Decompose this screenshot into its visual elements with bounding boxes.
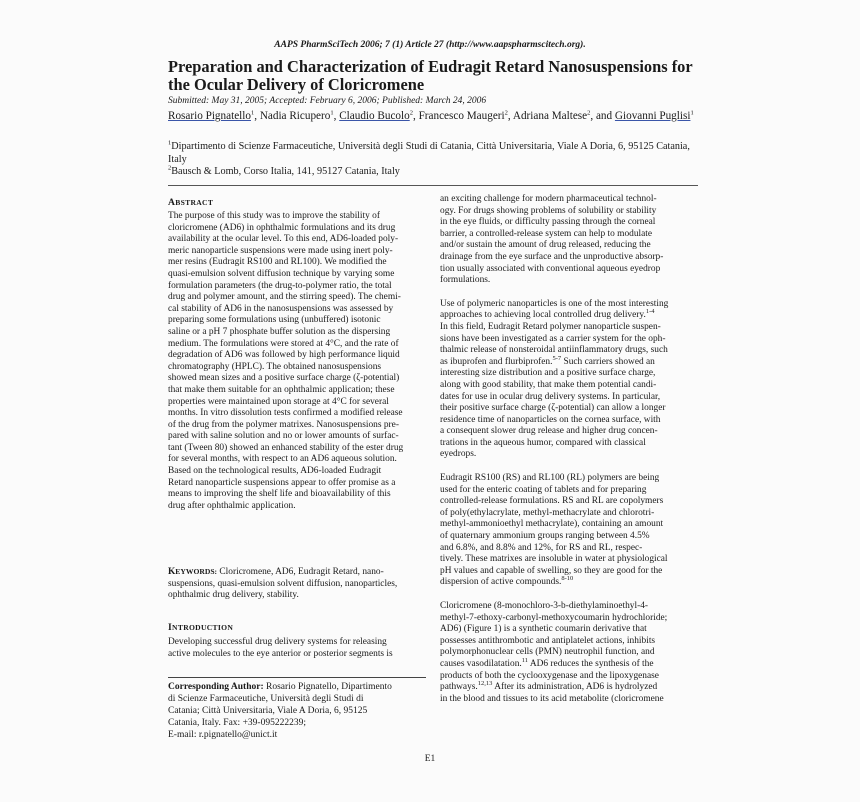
author-affiliation-mark: 2	[409, 109, 413, 117]
correspondence-line: Corresponding Author: Rosario Pignatello, Dipartimento	[168, 682, 392, 692]
abstract-line: tant (Tween 80) showed an enhanced stability of the ester drug	[168, 442, 404, 453]
author-name: Nadia Ricupero	[259, 110, 331, 122]
paragraph-line: of poly(ethylacrylate, methyl-methacrylate and chlorotri-	[440, 507, 655, 518]
abstract-line: medium. The formulations were stored at 4°C, and the rate of	[168, 338, 399, 349]
keywords-label: KEYWORDS:	[168, 567, 218, 577]
paragraph-line: as ibuprofen and flurbiprofen.$^{5-7}$ Such carriers showed an	[440, 354, 655, 367]
keywords-label-rest: EYWORDS:	[175, 567, 218, 576]
paragraph-line: causes vasodilatation.$^{11}$ AD6 reduces the synthesis of the	[440, 656, 654, 669]
abstract-line: cal stability of AD6 in the nanosuspensions was assessed by	[168, 303, 394, 314]
author-affiliation-mark: 1	[250, 109, 255, 117]
affiliation-mark: 1	[168, 139, 172, 147]
journal-header: AAPS PharmSciTech 2006; 7 (1) Article 27 (http://www.aapspharmscitech.org).	[274, 40, 586, 50]
intro-line: active molecules to the eye anterior or posterior segments is	[168, 648, 393, 659]
reference-superscript: 11	[521, 656, 529, 664]
reference-superscript: 1-4	[645, 308, 655, 316]
correspondence-line: Catania; Città Universitaria, Viale A Doria, 6, 95125	[168, 706, 368, 716]
abstract-line: Based on the technological results, AD6-loaded Eudragit	[168, 466, 382, 477]
abstract-line: mer resins (Eudragit RS100 and RL100). We modified the	[168, 257, 387, 268]
paragraph-line: their positive surface charge (ζ-potential) can allow a longer	[440, 403, 666, 414]
paragraph	[440, 601, 697, 705]
author-affiliation-mark: 1	[330, 109, 334, 117]
abstract-line: months. In vitro dissolution tests confirmed a modified release	[168, 408, 403, 419]
paragraph-line: eyedrops.	[440, 449, 477, 460]
paragraph-line: methyl-7-ethoxy-carbonyl-methoxycoumarin hydrochloride;	[440, 612, 668, 623]
abstract-body	[168, 211, 425, 512]
paragraph-line: used for the enteric coating of tablets and for preparing	[440, 484, 647, 495]
reference-superscript: 8-10	[561, 575, 574, 583]
correspondence-label: Corresponding Author:	[168, 682, 264, 692]
paragraph-line: of quaternary ammonium groups ranging between 4.5%	[440, 531, 650, 542]
paragraph-line: products of both the cyclooxygenase and the lipoxygenase	[440, 670, 659, 681]
paragraph-line: controlled-release formulations. RS and RL are copolymers	[440, 496, 664, 507]
abstract-line: means to improving the shelf life and bioavailability of this	[168, 489, 391, 500]
introduction-heading: INTRODUCTION	[168, 622, 234, 633]
paragraph-line: Use of polymeric nanoparticles is one of the most interesting	[440, 298, 669, 309]
paragraph-line: AD6) (Figure 1) is a synthetic coumarin derivative that	[440, 624, 647, 635]
abstract-line: drug and polymer amount, and the stirring speed). The chemi-	[168, 292, 401, 303]
paragraph-line: polymorphonuclear cells (PMN) neutrophil function, and	[440, 647, 655, 658]
paragraph-line: in the eye fluids, or difficulty passing through the corneal	[440, 217, 656, 228]
paragraph-line: ogy. For drugs showing problems of solubility or stability	[440, 205, 657, 216]
affiliation: $^2$Bausch & Lomb, Corso Italia, 141, 95127 Catania, Italy	[168, 164, 400, 177]
abstract-line: cloricromene (AD6) in ophthalmic formulations and its drug	[168, 222, 396, 233]
abstract-line: degradation of AD6 was followed by high performance liquid	[168, 350, 400, 361]
introduction-body	[168, 637, 425, 660]
abstract-line: The purpose of this study was to improve the stability of	[168, 211, 380, 221]
keywords-line: KEYWORDS: Cloricromene, AD6, Eudragit Retard, nano-	[168, 567, 384, 577]
abstract-line: drug after ophthalmic application.	[168, 500, 296, 511]
paragraph	[440, 473, 697, 589]
paragraph-line: thalmic release of nonsteroidal antiinflammatory drugs, such	[440, 345, 668, 356]
paragraph-line: formulations.	[440, 275, 491, 286]
correspondence-line: Catania, Italy. Fax: +39-095222239;	[168, 718, 306, 728]
paragraph-line: interesting size distribution and a positive surface charge,	[440, 368, 656, 379]
intro-line: Developing successful drug delivery systems for releasing	[168, 637, 387, 647]
abstract-line: pared with saline solution and no or lower amounts of surfac-	[168, 431, 399, 442]
paragraph-line: In this field, Eudragit Retard polymer nanoparticle suspen-	[440, 321, 661, 332]
paragraph-line: possesses antithrombotic and antiplatelet actions, inhibits	[440, 635, 656, 646]
paragraph	[440, 194, 697, 287]
abstract-line: formulation parameters (the drug-to-polymer ratio, the total	[168, 280, 392, 291]
submission-dates: Submitted: May 31, 2005; Accepted: February 6, 2006; Published: March 24, 2006	[168, 96, 487, 106]
paragraph-line: tively. These matrixes are insoluble in water at physiological	[440, 554, 668, 565]
paragraph-line: pathways.$^{12,13}$ After its administration, AD6 is hydrolyzed	[440, 680, 658, 693]
affiliation: $^1$Dipartimento di Scienze Farmaceutiche, Università degli Studi di Catania, Città Universitaria, Viale A Doria, 6, 95125 Catania, Italy	[168, 139, 690, 165]
keywords-line: suspensions, quasi-emulsion solvent diffusion, nanoparticles,	[168, 578, 398, 589]
paragraph-line: approaches to achieving local controlled drug delivery.$^{1-4}$	[440, 308, 655, 321]
paragraph-line: methyl-ammonioethyl methacrylate), containing an amount	[440, 519, 664, 530]
abstract-line: properties were maintained upon storage at 4°C for several	[168, 396, 389, 407]
correspondence-divider	[168, 677, 426, 678]
reference-superscript: 12,13	[477, 680, 493, 688]
paragraph-line: pH values and capable of swelling, so they are good for the	[440, 565, 663, 576]
paragraph-line: and 6.8%, and 8.8% and 12%, for RS and RL, respec-	[440, 542, 643, 553]
abstract-line: that make them suitable for an ophthalmic application; these	[168, 384, 395, 395]
abstract-line: availability at the ocular level. To this end, AD6-loaded poly-	[168, 234, 399, 245]
article-title: Preparation and Characterization of Eudragit Retard Nanosuspensions for the Ocular Delivery of Cloricromene	[168, 57, 693, 94]
paragraph-line: Eudragit RS100 (RS) and RL100 (RL) polymers are being	[440, 473, 660, 484]
paragraph-line: residence time of nanoparticles on the cornea surface, with	[440, 414, 661, 425]
corresponding-author	[168, 681, 430, 741]
keywords-section	[168, 566, 425, 602]
abstract-line: meric nanoparticle suspensions were made using inert poly-	[168, 245, 393, 256]
author-name: Claudio Bucolo	[339, 110, 410, 122]
correspondence-line: di Scienze Farmaceutiche, Università degli Studi di	[168, 694, 364, 704]
author-name: Adriana Maltese	[512, 110, 588, 122]
affiliation-mark: 2	[168, 164, 172, 172]
paragraph-line: and/or sustain the amount of drug released, reducing the	[440, 240, 651, 251]
paragraph-line: sions have been investigated as a carrier system for the oph-	[440, 333, 666, 344]
abstract-line: quasi-emulsion solvent diffusion technique by varying some	[168, 268, 395, 279]
author-list: Rosario Pignatello$^1$, Nadia Ricupero$^1$, Claudio Bucolo$^2$, Francesco Maugeri$^2$, Adriana Maltese$^2$, and Giovanni Puglisi$^1$	[168, 109, 694, 122]
correspondence-line: E-mail: r.pignatello@unict.it	[168, 730, 278, 740]
paragraph-line: along with good stability, that make them potential candi-	[440, 379, 657, 390]
paragraph-line: tion usually associated with conventional aqueous eyedrop	[440, 263, 661, 274]
abstract-line: chromatography (HPLC). The obtained nanosuspensions	[168, 361, 382, 372]
keywords-line: ophthalmic drug delivery, stability.	[168, 590, 299, 601]
abstract-line: for several months, with respect to an AD6 aqueous solution.	[168, 454, 397, 465]
reference-superscript: 5-7	[552, 354, 562, 362]
paragraph-line: barrier, a controlled-release system can help to modulate	[440, 228, 653, 239]
paragraph-line: drainage from the eye surface and the unproductive absorp-	[440, 251, 664, 262]
page-number: E1	[424, 754, 436, 764]
abstract-line: Retard nanoparticle suspensions appear to offer promise as a	[168, 477, 396, 488]
author-affiliation-mark: 2	[504, 109, 508, 117]
paragraph-line: dispersion of active compounds.$^{8-10}$	[440, 575, 574, 588]
paragraph-line: a consequent slower drug release and higher drug concen-	[440, 426, 658, 437]
paragraph-line: trations in the aqueous humor, compared with classical	[440, 437, 646, 448]
paragraph-line: dates for use in ocular drug delivery systems. In particular,	[440, 391, 661, 402]
author-affiliation-mark: 1	[690, 109, 694, 117]
author-name: Rosario Pignatello	[168, 110, 251, 122]
paragraph-line: in the blood and tissues to its acid metabolite (cloricromene	[440, 693, 664, 704]
abstract-line: preparing some formulations using (unbuffered) isotonic	[168, 315, 381, 326]
author-name: Francesco Maugeri	[418, 110, 505, 122]
header-divider	[168, 185, 698, 186]
abstract-line: of the drug from the polymer matrixes. Nanosuspensions pre-	[168, 419, 399, 430]
author-name: Giovanni Puglisi	[614, 110, 691, 122]
abstract-heading: ABSTRACT	[168, 197, 214, 208]
paragraph-line: an exciting challenge for modern pharmaceutical technol-	[440, 194, 657, 204]
paragraph-line: Cloricromene (8-monochloro-3-b-diethylaminoethyl-4-	[440, 601, 649, 611]
author-affiliation-mark: 2	[587, 109, 591, 117]
abstract-line: showed mean sizes and a positive surface charge (ζ-potential)	[168, 373, 400, 384]
paragraph	[440, 299, 697, 461]
abstract-line: saline or a pH 7 phosphate buffer solution as the dispersing	[168, 326, 391, 337]
right-column	[440, 194, 697, 705]
